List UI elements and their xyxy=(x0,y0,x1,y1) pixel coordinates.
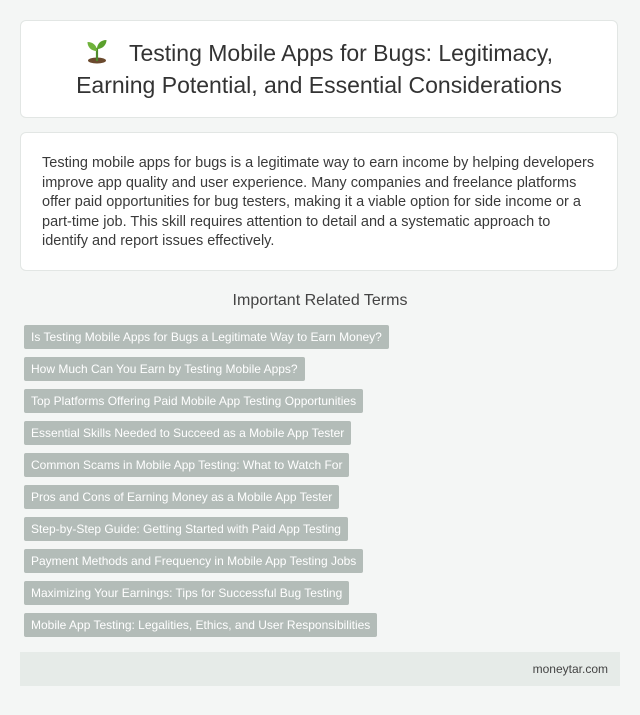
related-term-link[interactable]: Essential Skills Needed to Succeed as a Mobile App Tester xyxy=(24,421,351,445)
title-card xyxy=(20,20,618,118)
list-item xyxy=(24,549,624,573)
related-term-link[interactable]: Step-by-Step Guide: Getting Started with Paid App Testing xyxy=(24,517,348,541)
page-title-text: Testing Mobile Apps for Bugs: Legitimacy, Earning Potential, and Essential Considerations xyxy=(76,40,562,98)
related-term-link[interactable]: Is Testing Mobile Apps for Bugs a Legitimate Way to Earn Money? xyxy=(24,325,389,349)
related-terms-heading: Important Related Terms xyxy=(232,292,408,309)
summary-text: Testing mobile apps for bugs is a legitimate way to earn income by helping developers improve app quality and user experience. Many companies and freelance platforms offer paid opportunities for bug testers, making it a viable option for side income or a part-time job. This skill requires attention to detail and a systematic approach to identify and report issues effectively. xyxy=(42,155,595,250)
list-item xyxy=(24,517,624,541)
list-item xyxy=(24,613,624,637)
list-item xyxy=(24,421,624,445)
list-item xyxy=(24,453,624,477)
list-item xyxy=(24,325,624,349)
related-term-link[interactable]: Mobile App Testing: Legalities, Ethics, and User Responsibilities xyxy=(24,613,377,637)
list-item xyxy=(24,581,624,605)
related-term-link[interactable]: How Much Can You Earn by Testing Mobile Apps? xyxy=(24,357,305,381)
summary-card xyxy=(20,132,618,271)
list-item xyxy=(24,485,624,509)
list-item xyxy=(24,357,624,381)
page-title xyxy=(21,37,617,101)
seedling-icon xyxy=(85,38,109,64)
related-term-link[interactable]: Common Scams in Mobile App Testing: What to Watch For xyxy=(24,453,349,477)
related-term-link[interactable]: Payment Methods and Frequency in Mobile App Testing Jobs xyxy=(24,549,363,573)
related-term-link[interactable]: Pros and Cons of Earning Money as a Mobile App Tester xyxy=(24,485,339,509)
related-terms-list xyxy=(24,325,624,645)
list-item xyxy=(24,389,624,413)
footer-site-name: moneytar.com xyxy=(532,662,608,676)
footer xyxy=(20,652,620,686)
related-term-link[interactable]: Top Platforms Offering Paid Mobile App Testing Opportunities xyxy=(24,389,363,413)
related-term-link[interactable]: Maximizing Your Earnings: Tips for Successful Bug Testing xyxy=(24,581,349,605)
